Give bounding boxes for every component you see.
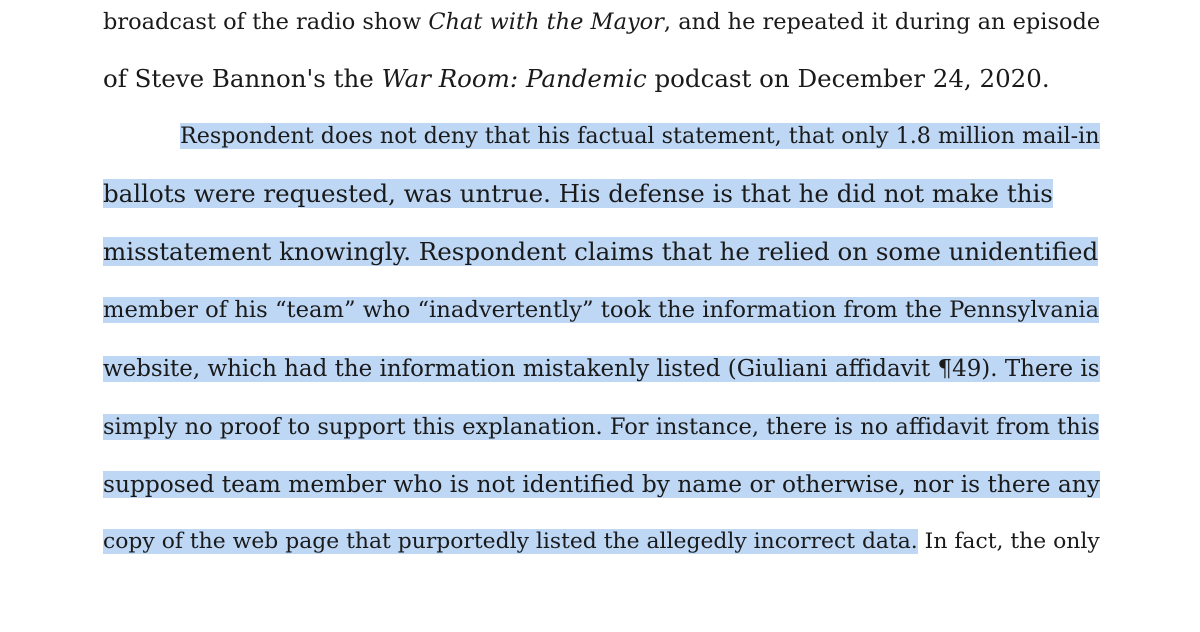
highlighted-text[interactable]: ballots were requested, was untrue. His defense is that he did not make this <box>103 179 1053 208</box>
highlighted-text[interactable]: simply no proof to support this explanation. For instance, there is no affidavit from this <box>103 414 1100 440</box>
text-line <box>103 175 1053 213</box>
italic-title-chat-with-the-mayor: Chat with the Mayor <box>428 9 664 35</box>
text-run: of Steve Bannon's the <box>103 64 382 93</box>
text-line <box>103 3 1100 41</box>
highlighted-text[interactable]: supposed team member who is not identified by name or otherwise, nor is there any <box>103 471 1100 498</box>
text-run: , and he repeated it during an episode <box>663 9 1101 35</box>
text-line <box>103 291 1099 329</box>
text-line <box>103 466 1100 504</box>
highlighted-text[interactable]: misstatement knowingly. Respondent claims that he relied on some unidentified <box>103 237 1099 266</box>
text-run: In fact, the only <box>917 529 1100 554</box>
text-line <box>103 350 1100 388</box>
text-line <box>103 408 1099 446</box>
text-run: podcast on December 24, 2020. <box>646 64 1050 93</box>
text-line <box>103 60 1050 98</box>
italic-title-war-room: War Room: Pandemic <box>381 64 647 93</box>
highlighted-text[interactable]: member of his “team” who “inadvertently” took the information from the Pennsylvania <box>103 297 1100 323</box>
highlighted-text[interactable]: Respondent does not deny that his factual statement, that only 1.8 million mail-in <box>180 123 1100 149</box>
highlighted-text[interactable]: website, which had the information mistakenly listed (Giuliani affidavit ¶49). There is <box>103 356 1100 382</box>
text-line-paragraph-start <box>180 117 1100 155</box>
text-run: broadcast of the radio show <box>103 9 429 35</box>
text-line <box>103 523 1100 561</box>
highlighted-text[interactable]: copy of the web page that purportedly listed the allegedly incorrect data. <box>103 529 918 554</box>
text-line <box>103 233 1098 271</box>
